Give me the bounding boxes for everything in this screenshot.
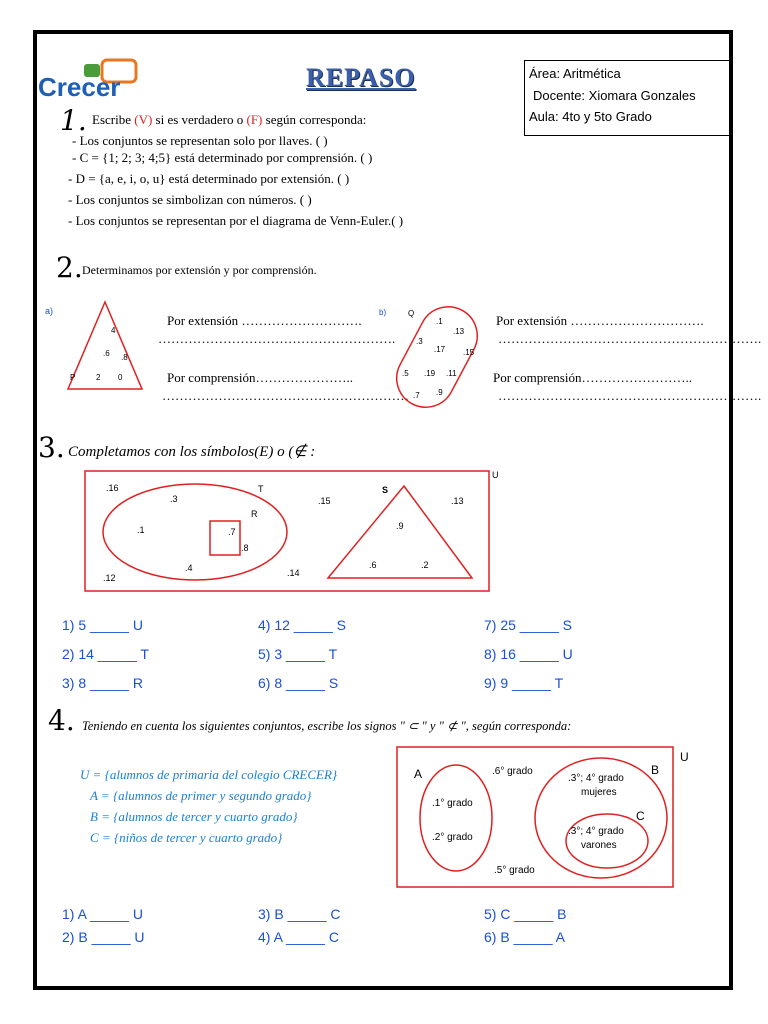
element-women-line1: .3°; 4° grado [568,773,624,784]
venn-diagram-section-4 [396,746,676,890]
element-men-line1: .3°; 4° grado [568,826,624,837]
statement-5: - Los conjuntos se representan por el diagrama de Venn-Euler.( ) [68,213,404,228]
u-element: .12 [103,573,116,583]
exercise-3-4: 4) 12 _____ S [258,617,346,633]
set-a-label: A [414,767,423,781]
exercise-4-5: 5) C _____ B [484,906,567,922]
comprehension-line-a: Por comprensión………………….. [167,370,353,385]
exercise-4-2: 2) B _____ U [62,929,145,945]
p-element: 4 [111,326,116,335]
u-element: .14 [287,568,300,578]
comprehension-blank-b: ……………………………………………………. [498,388,762,403]
q-element: .13 [453,327,465,336]
statement-1: - Los conjuntos se representan solo por llaves. ( ) [72,133,328,148]
q-element: .7 [413,391,420,400]
p-element: 0 [118,373,123,382]
set-c-label: C [636,809,645,823]
svg-text:Crecer: Crecer [38,72,121,102]
element-sixth-grade: .6° grado [492,766,533,777]
exercise-3-2: 2) 14 _____ T [62,646,149,662]
extension-line-b: Por extensión …………………………. [496,313,704,328]
exercise-3-8: 8) 16 _____ U [484,646,573,662]
exercise-4-6: 6) B _____ A [484,929,565,945]
section-2-number: 2. [56,251,83,284]
section-1-instruction: Escribe (V) si es verdadero o (F) según corresponda: [92,112,367,127]
u-element: .15 [318,496,331,506]
u-element: .1 [137,525,145,535]
exercise-4-3: 3) B _____ C [258,906,341,922]
u-element: .3 [170,494,178,504]
section-1-number: 1. [60,104,87,137]
u-element: .7 [228,527,236,537]
element-men-line2: varones [581,840,617,851]
element-women-line2: mujeres [581,787,617,798]
u-element: .4 [185,563,193,573]
set-u-label: U [492,470,499,480]
extension-blank-b: ……………………………………………………. [498,331,762,346]
statement-2: - C = {1; 2; 3; 4;5} está determinado por comprensión. ( ) [72,150,373,165]
p-element: .8 [121,353,128,362]
set-q-name: Q [408,309,415,318]
q-element: .17 [434,345,446,354]
exercise-3-6: 6) 8 _____ S [258,675,339,691]
q-element: .11 [446,369,457,378]
definition-u: U = {alumnos de primaria del colegio CRECER} [80,767,338,782]
element-second-grade: .2° grado [432,832,473,843]
statement-3: - D = {a, e, i, o, u} está determinado por extensión. ( ) [68,171,350,186]
p-element: 2 [96,373,101,382]
set-u4-label: U [680,750,689,764]
exercise-3-3: 3) 8 _____ R [62,675,143,691]
exercise-3-7: 7) 25 _____ S [484,617,572,633]
q-element: .15 [463,348,475,357]
set-t-label: T [258,484,264,494]
set-r-label: R [251,509,258,519]
extension-line-a: Por extensión ………………………. [167,313,362,328]
p-element: .6 [103,349,110,358]
q-element: .3 [416,337,423,346]
exercise-4-1: 1) A _____ U [62,906,143,922]
u-element: .16 [106,483,119,493]
teacher-label: Docente: Xiomara Gonzales [533,88,696,103]
area-label: Área: Aritmética [529,66,621,81]
section-3-instruction: Completamos con los símbolos(E) o (∉ : [68,444,316,460]
exercise-3-9: 9) 9 _____ T [484,675,564,691]
definition-c: C = {niños de tercer y cuarto grado} [90,830,283,845]
exercise-3-5: 5) 3 _____ T [258,646,338,662]
section-2-instruction: Determinamos por extensión y por comprensión. [82,263,317,277]
label-b: b) [379,308,387,317]
info-box [524,60,730,136]
element-first-grade: .1° grado [432,798,473,809]
q-element: .5 [402,369,409,378]
q-element: .19 [424,369,436,378]
q-element: .9 [436,388,443,397]
set-b-label: B [651,763,660,777]
set-p-name: P [70,373,76,382]
extension-blank-a: ………………………………………………. [158,331,396,346]
exercise-4-4: 4) A _____ C [258,929,339,945]
crecer-logo [36,58,164,102]
u-element: .2 [421,560,429,570]
q-element: .1 [436,317,443,326]
label-a: a) [45,306,54,316]
element-fifth-grade: .5° grado [494,865,535,876]
classroom-label: Aula: 4to y 5to Grado [529,109,652,124]
set-s-label: S [382,485,389,495]
section-4-instruction: Teniendo en cuenta los siguientes conjuntos, escribe los signos " ⊂ " y " ⊄ ", según corresponda: [82,719,572,733]
section-3-number: 3. [38,431,65,464]
exercise-3-1: 1) 5 _____ U [62,617,143,633]
u-element: .8 [241,543,249,553]
page-title: REPASO [306,63,416,92]
comprehension-line-b: Por comprensión…………………….. [493,370,692,385]
definition-a: A = {alumnos de primer y segundo grado} [90,788,312,803]
u-element: .6 [369,560,377,570]
section-4-number: 4. [48,704,75,737]
definition-b: B = {alumnos de tercer y cuarto grado} [90,809,298,824]
statement-4: - Los conjuntos se simbolizan con números. ( ) [68,192,312,207]
comprehension-blank-a: ………………………………………………… [162,388,409,403]
u-element: .9 [396,521,404,531]
u-element: .13 [451,496,464,506]
